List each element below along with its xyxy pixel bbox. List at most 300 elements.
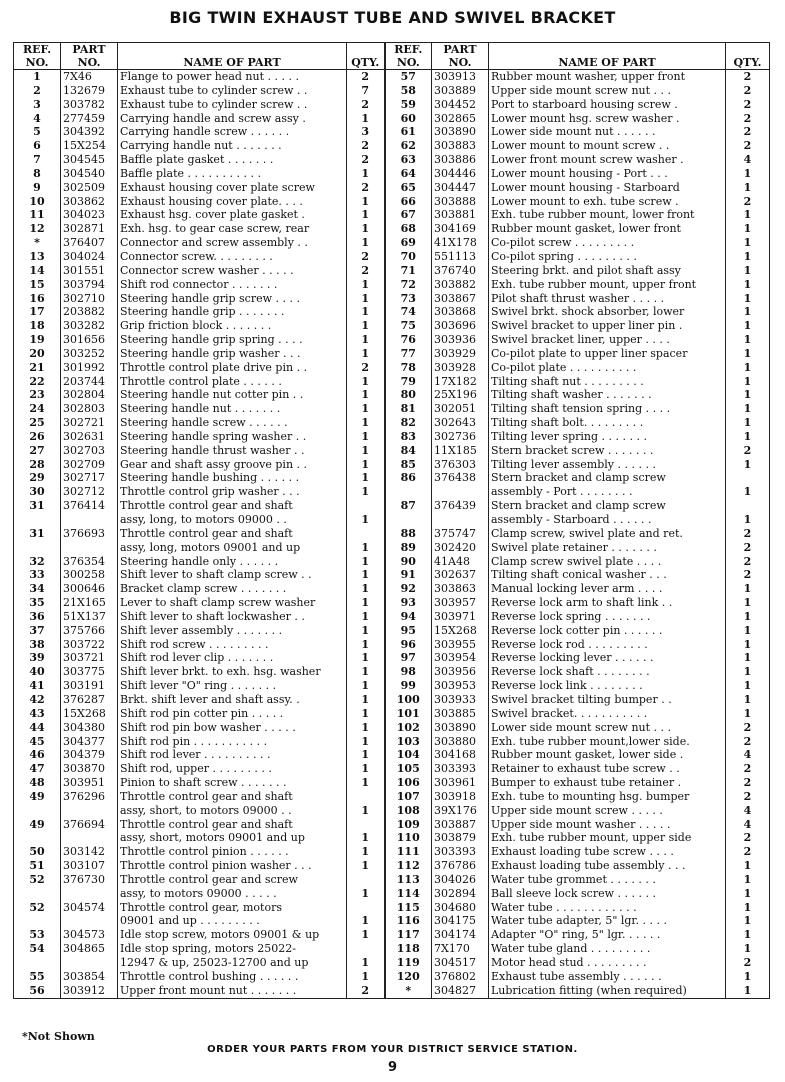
ref-no-cell: 115	[385, 901, 432, 915]
ref-no-cell: 69	[385, 236, 432, 250]
ref-no-cell: 48	[14, 776, 61, 790]
part-name-cell: Exh. tube rubber mount,lower side.	[489, 735, 726, 749]
table-row	[14, 181, 770, 195]
part-no-cell: 303870	[61, 762, 118, 776]
ref-no-cell: 7	[14, 153, 61, 167]
part-name-cell: Throttle control plate drive pin . .	[118, 361, 347, 375]
ref-no-cell: 104	[385, 748, 432, 762]
part-name-cell: Steering handle screw . . . . . .	[118, 416, 347, 430]
part-no-cell: 303696	[432, 319, 489, 333]
part-no-cell: 11X185	[432, 444, 489, 458]
quantity-cell: 1	[347, 112, 385, 126]
quantity-cell: 1	[726, 707, 770, 721]
part-name-cell: assy, short, motors 09001 and up	[118, 831, 347, 845]
part-no-cell: 41A48	[432, 555, 489, 569]
ref-no-cell: 39	[14, 651, 61, 665]
quantity-cell: 1	[726, 292, 770, 306]
ref-no-cell: 5	[14, 125, 61, 139]
quantity-cell: 2	[726, 84, 770, 98]
quantity-cell: 1	[347, 208, 385, 222]
part-name-cell: Exh. tube to mounting hsg. bumper	[489, 790, 726, 804]
quantity-cell: 1	[726, 873, 770, 887]
quantity-cell: 1	[726, 388, 770, 402]
part-name-cell: Grip friction block . . . . . . .	[118, 319, 347, 333]
quantity-cell: 1	[726, 901, 770, 915]
part-name-cell: Throttle control gear and screw	[118, 873, 347, 887]
table-row	[14, 70, 770, 84]
part-name-cell: Pinion to shaft screw . . . . . . .	[118, 776, 347, 790]
ref-no-cell: 86	[385, 471, 432, 485]
quantity-cell: 1	[347, 624, 385, 638]
part-no-cell: 304574	[61, 901, 118, 915]
part-no-cell: 203744	[61, 375, 118, 389]
ref-no-cell: 93	[385, 596, 432, 610]
quantity-cell: 1	[347, 471, 385, 485]
part-name-cell: Tilting lever spring . . . . . . .	[489, 430, 726, 444]
quantity-cell: 1	[347, 582, 385, 596]
part-no-cell: 375766	[61, 624, 118, 638]
quantity-cell: 2	[726, 541, 770, 555]
quantity-cell	[347, 873, 385, 887]
quantity-cell: 1	[726, 375, 770, 389]
ref-no-cell: 87	[385, 499, 432, 513]
ref-no-cell: 19	[14, 333, 61, 347]
quantity-cell: 1	[726, 208, 770, 222]
part-no-cell: 304024	[61, 250, 118, 264]
ref-no-cell: 50	[14, 845, 61, 859]
part-no-cell: 376740	[432, 264, 489, 278]
part-no-cell: 303951	[61, 776, 118, 790]
part-name-cell: Shift lever brkt. to exh. hsg. washer	[118, 665, 347, 679]
part-name-cell: Tilting lever assembly . . . . . .	[489, 458, 726, 472]
part-no-header: PART NO.	[61, 43, 118, 70]
quantity-cell: 2	[347, 984, 385, 998]
part-no-cell: 304377	[61, 735, 118, 749]
quantity-cell: 1	[726, 928, 770, 942]
quantity-cell: 2	[726, 125, 770, 139]
part-no-cell: 301656	[61, 333, 118, 347]
part-name-cell: Clamp screw, swivel plate and ret.	[489, 527, 726, 541]
part-name-cell: Steering handle only . . . . . .	[118, 555, 347, 569]
part-no-cell: 303928	[432, 361, 489, 375]
ref-no-cell: 112	[385, 859, 432, 873]
part-no-cell	[61, 804, 118, 818]
part-name-cell: Carrying handle screw . . . . . .	[118, 125, 347, 139]
part-no-cell: 303890	[432, 125, 489, 139]
table-row	[14, 596, 770, 610]
ref-no-cell: 15	[14, 278, 61, 292]
quantity-cell: 4	[726, 748, 770, 762]
part-no-cell: 304680	[432, 901, 489, 915]
part-name-cell: Upper side mount washer . . . . .	[489, 818, 726, 832]
table-row	[14, 762, 770, 776]
part-name-cell: Shift rod, upper . . . . . . . . .	[118, 762, 347, 776]
part-no-cell: 376414	[61, 499, 118, 513]
quantity-cell	[347, 818, 385, 832]
ref-no-cell: 45	[14, 735, 61, 749]
part-no-cell: 302803	[61, 402, 118, 416]
table-row	[14, 568, 770, 582]
part-no-cell: 303887	[432, 818, 489, 832]
quantity-cell: 2	[726, 527, 770, 541]
ref-no-cell	[14, 831, 61, 845]
part-name-cell: Throttle control pinion . . . . . .	[118, 845, 347, 859]
part-name-cell: Reverse lock arm to shaft link . .	[489, 596, 726, 610]
part-name-cell: Co-pilot plate to upper liner spacer	[489, 347, 726, 361]
ref-no-cell: 66	[385, 195, 432, 209]
part-no-cell	[61, 914, 118, 928]
quantity-cell: 4	[726, 818, 770, 832]
ref-no-cell: 17	[14, 305, 61, 319]
ref-no-cell: 63	[385, 153, 432, 167]
part-no-cell: 303929	[432, 347, 489, 361]
part-name-cell: Exhaust tube assembly . . . . . .	[489, 970, 726, 984]
table-row	[14, 402, 770, 416]
ref-no-cell: 28	[14, 458, 61, 472]
quantity-cell: 2	[726, 444, 770, 458]
part-name-cell: Water tube . . . . . . . . . . . .	[489, 901, 726, 915]
part-name-cell: Shift lever to shaft clamp screw . .	[118, 568, 347, 582]
quantity-cell: 1	[726, 167, 770, 181]
part-no-cell: 303888	[432, 195, 489, 209]
part-name-cell: Exh. tube rubber mount, upper side	[489, 831, 726, 845]
part-no-cell: 304392	[61, 125, 118, 139]
quantity-cell	[347, 790, 385, 804]
ref-no-cell: 67	[385, 208, 432, 222]
footnote: *Not Shown	[22, 1030, 95, 1043]
quantity-cell: 1	[726, 665, 770, 679]
quantity-cell: 1	[347, 721, 385, 735]
part-no-cell: 376303	[432, 458, 489, 472]
table-row	[14, 527, 770, 541]
ref-no-cell: 3	[14, 98, 61, 112]
quantity-cell: 1	[726, 416, 770, 430]
part-no-cell: 300646	[61, 582, 118, 596]
table-row	[14, 125, 770, 139]
ref-no-cell: 118	[385, 942, 432, 956]
quantity-cell: 1	[726, 859, 770, 873]
quantity-cell: 1	[347, 222, 385, 236]
table-row	[14, 292, 770, 306]
part-name-cell: Water tube adapter, 5" lgr. . . . .	[489, 914, 726, 928]
part-name-cell: Swivel brkt. shock absorber, lower	[489, 305, 726, 319]
part-name-cell: Tilting shaft bolt. . . . . . . . .	[489, 416, 726, 430]
table-row	[14, 721, 770, 735]
ref-no-cell: 71	[385, 264, 432, 278]
table-row	[14, 887, 770, 901]
table-row	[14, 970, 770, 984]
quantity-cell: 2	[726, 776, 770, 790]
ref-no-cell: 34	[14, 582, 61, 596]
part-no-cell	[61, 541, 118, 555]
ref-no-cell: 44	[14, 721, 61, 735]
quantity-cell: 1	[347, 596, 385, 610]
part-name-cell: Steering brkt. and pilot shaft assy	[489, 264, 726, 278]
part-no-cell: 303794	[61, 278, 118, 292]
part-no-cell: 303393	[432, 845, 489, 859]
part-name-cell: Shift rod pin bow washer . . . . .	[118, 721, 347, 735]
table-row	[14, 582, 770, 596]
part-no-cell: 302420	[432, 541, 489, 555]
ref-no-cell: 52	[14, 873, 61, 887]
quantity-cell: 2	[347, 361, 385, 375]
quantity-cell: 1	[726, 333, 770, 347]
part-name-cell: Swivel bracket liner, upper . . . .	[489, 333, 726, 347]
ref-no-cell: 57	[385, 70, 432, 84]
ref-no-cell	[14, 513, 61, 527]
ref-no-cell: 52	[14, 901, 61, 915]
ref-no-cell: 88	[385, 527, 432, 541]
quantity-cell: 1	[347, 485, 385, 499]
part-name-cell: Throttle control gear, motors	[118, 901, 347, 915]
part-no-cell: 376786	[432, 859, 489, 873]
table-row	[14, 901, 770, 915]
part-name-cell: Swivel bracket to upper liner pin .	[489, 319, 726, 333]
part-name-cell: Exhaust tube to cylinder screw . .	[118, 84, 347, 98]
part-name-cell: Water tube gland . . . . . . . . .	[489, 942, 726, 956]
part-no-cell: 17X182	[432, 375, 489, 389]
quantity-cell: 1	[347, 236, 385, 250]
ref-no-cell: 30	[14, 485, 61, 499]
part-name-cell: Shift rod lever . . . . . . . . . .	[118, 748, 347, 762]
table-row	[14, 651, 770, 665]
quantity-cell: 1	[726, 984, 770, 998]
part-name-cell: Brkt. shift lever and shaft assy. .	[118, 693, 347, 707]
table-row	[14, 638, 770, 652]
part-no-cell: 376287	[61, 693, 118, 707]
part-name-cell: Shift lever to shaft lockwasher . .	[118, 610, 347, 624]
quantity-cell: 2	[347, 181, 385, 195]
part-no-cell: 302865	[432, 112, 489, 126]
quantity-cell: 1	[726, 458, 770, 472]
part-no-cell: 302717	[61, 471, 118, 485]
ref-no-cell: 100	[385, 693, 432, 707]
part-name-cell: assy, short, to motors 09000 . .	[118, 804, 347, 818]
table-row	[14, 555, 770, 569]
quantity-cell: 2	[726, 70, 770, 84]
quantity-cell: 1	[347, 319, 385, 333]
ref-no-cell: 54	[14, 942, 61, 956]
part-name-cell: Lower mount housing - Port . . .	[489, 167, 726, 181]
part-no-cell: 303889	[432, 84, 489, 98]
quantity-cell: 1	[347, 845, 385, 859]
part-name-cell: Lower side mount nut . . . . . .	[489, 125, 726, 139]
part-name-cell: Baffle plate . . . . . . . . . . .	[118, 167, 347, 181]
ref-no-cell: 82	[385, 416, 432, 430]
part-no-cell	[432, 485, 489, 499]
ref-no-cell: 89	[385, 541, 432, 555]
ref-no-cell: 24	[14, 402, 61, 416]
part-no-cell	[61, 887, 118, 901]
quantity-cell: 1	[347, 278, 385, 292]
ref-no-cell: 20	[14, 347, 61, 361]
ref-no-cell: 84	[385, 444, 432, 458]
part-no-cell: 7X46	[61, 70, 118, 84]
ref-no-cell: 31	[14, 499, 61, 513]
part-name-cell: Clamp screw swivel plate . . . .	[489, 555, 726, 569]
part-no-cell: 303890	[432, 721, 489, 735]
table-row	[14, 804, 770, 818]
part-no-cell: 302051	[432, 402, 489, 416]
part-no-cell: 304379	[61, 748, 118, 762]
qty-header: QTY.	[726, 43, 770, 70]
part-no-cell: 301551	[61, 264, 118, 278]
quantity-cell	[726, 499, 770, 513]
part-no-cell: 303961	[432, 776, 489, 790]
table-row	[14, 485, 770, 499]
table-row	[14, 818, 770, 832]
part-name-cell: Rubber mount gasket, lower front	[489, 222, 726, 236]
part-no-cell: 304540	[61, 167, 118, 181]
ref-no-cell: 120	[385, 970, 432, 984]
part-name-cell: Reverse locking lever . . . . . .	[489, 651, 726, 665]
ref-no-cell: 94	[385, 610, 432, 624]
part-no-cell	[61, 513, 118, 527]
quantity-cell: 2	[726, 195, 770, 209]
part-name-cell: Rubber mount gasket, lower side .	[489, 748, 726, 762]
part-no-cell: 51X137	[61, 610, 118, 624]
table-row	[14, 319, 770, 333]
ref-no-cell: 111	[385, 845, 432, 859]
quantity-cell: 2	[726, 568, 770, 582]
quantity-cell: 2	[726, 735, 770, 749]
ref-no-cell	[14, 804, 61, 818]
quantity-cell: 1	[347, 195, 385, 209]
part-no-cell: 304380	[61, 721, 118, 735]
ref-no-cell: 16	[14, 292, 61, 306]
table-row	[14, 790, 770, 804]
quantity-cell: 1	[347, 762, 385, 776]
ref-no-cell: 75	[385, 319, 432, 333]
part-no-cell: 303879	[432, 831, 489, 845]
part-no-cell: 304517	[432, 956, 489, 970]
ref-no-cell: 97	[385, 651, 432, 665]
part-name-cell: Exh. hsg. to gear case screw, rear	[118, 222, 347, 236]
part-name-cell: Steering handle grip screw . . . .	[118, 292, 347, 306]
quantity-cell: 1	[726, 513, 770, 527]
quantity-cell: 1	[347, 167, 385, 181]
quantity-cell: 1	[347, 444, 385, 458]
quantity-cell: 1	[726, 624, 770, 638]
part-no-cell: 303721	[61, 651, 118, 665]
table-row	[14, 222, 770, 236]
part-no-cell: 303722	[61, 638, 118, 652]
part-name-cell: Connector screw washer . . . . .	[118, 264, 347, 278]
part-no-cell: 302712	[61, 485, 118, 499]
table-row	[14, 914, 770, 928]
part-name-cell: Throttle control plate . . . . . .	[118, 375, 347, 389]
part-no-cell: 302643	[432, 416, 489, 430]
ref-no-cell: 107	[385, 790, 432, 804]
ref-no-cell: 40	[14, 665, 61, 679]
part-name-cell: Exhaust housing cover plate screw	[118, 181, 347, 195]
part-name-cell: Carrying handle nut . . . . . . .	[118, 139, 347, 153]
ref-no-cell	[14, 541, 61, 555]
quantity-cell: 1	[347, 333, 385, 347]
table-row	[14, 499, 770, 513]
ref-no-cell: 6	[14, 139, 61, 153]
part-name-cell: assy, to motors 09000 . . . . .	[118, 887, 347, 901]
part-name-cell: Ball sleeve lock screw . . . . . .	[489, 887, 726, 901]
part-name-cell: Carrying handle and screw assy .	[118, 112, 347, 126]
part-no-cell: 21X165	[61, 596, 118, 610]
part-name-cell: Throttle control gear and shaft	[118, 527, 347, 541]
part-name-cell: Adapter "O" ring, 5" lgr. . . . . .	[489, 928, 726, 942]
part-name-cell: Steering handle thrust washer . .	[118, 444, 347, 458]
part-name-cell: Lever to shaft clamp screw washer	[118, 596, 347, 610]
ref-no-cell: 25	[14, 416, 61, 430]
part-name-cell: Throttle control gear and shaft	[118, 818, 347, 832]
quantity-cell: 2	[726, 721, 770, 735]
part-name-cell: Throttle control bushing . . . . . .	[118, 970, 347, 984]
part-name-cell: Steering handle grip . . . . . . .	[118, 305, 347, 319]
parts-table-body	[14, 70, 770, 999]
ref-no-cell: 113	[385, 873, 432, 887]
quantity-cell: 1	[726, 596, 770, 610]
quantity-cell: 4	[726, 804, 770, 818]
part-no-cell: 7X170	[432, 942, 489, 956]
table-row	[14, 98, 770, 112]
table-row	[14, 139, 770, 153]
quantity-cell: 1	[347, 831, 385, 845]
part-no-cell	[61, 831, 118, 845]
part-no-cell: 376730	[61, 873, 118, 887]
part-no-cell: 376296	[61, 790, 118, 804]
table-row	[14, 388, 770, 402]
quantity-cell: 1	[347, 970, 385, 984]
part-no-cell: 304545	[61, 153, 118, 167]
part-name-cell: Swivel plate retainer . . . . . . .	[489, 541, 726, 555]
quantity-cell: 1	[347, 651, 385, 665]
ref-no-cell: 58	[385, 84, 432, 98]
part-no-cell: 303955	[432, 638, 489, 652]
quantity-cell: 1	[347, 513, 385, 527]
ref-no-cell: 81	[385, 402, 432, 416]
ref-no-cell: 85	[385, 458, 432, 472]
table-row	[14, 416, 770, 430]
ref-no-cell: 90	[385, 555, 432, 569]
part-no-cell: 375747	[432, 527, 489, 541]
part-no-cell: 303918	[432, 790, 489, 804]
part-name-cell: Throttle control pinion washer . . .	[118, 859, 347, 873]
table-row	[14, 153, 770, 167]
ref-no-cell: 35	[14, 596, 61, 610]
part-name-cell: assembly - Starboard . . . . . .	[489, 513, 726, 527]
part-name-cell: Idle stop screw, motors 09001 & up	[118, 928, 347, 942]
ref-no-cell: 77	[385, 347, 432, 361]
ref-no-cell: 26	[14, 430, 61, 444]
part-no-cell: 303854	[61, 970, 118, 984]
table-row	[14, 624, 770, 638]
ref-no-cell: 83	[385, 430, 432, 444]
ref-no-cell: 103	[385, 735, 432, 749]
part-name-cell: Baffle plate gasket . . . . . . .	[118, 153, 347, 167]
quantity-cell: 2	[726, 555, 770, 569]
quantity-cell: 1	[726, 361, 770, 375]
ref-no-cell: 64	[385, 167, 432, 181]
ref-no-cell: 98	[385, 665, 432, 679]
quantity-cell: 1	[347, 956, 385, 970]
part-no-cell: 376802	[432, 970, 489, 984]
ref-no-cell: 106	[385, 776, 432, 790]
table-row	[14, 679, 770, 693]
part-no-cell: 25X196	[432, 388, 489, 402]
part-no-cell: 302710	[61, 292, 118, 306]
part-no-cell: 15X268	[432, 624, 489, 638]
ref-no-cell: 12	[14, 222, 61, 236]
quantity-cell: 2	[726, 790, 770, 804]
part-no-cell: 303775	[61, 665, 118, 679]
